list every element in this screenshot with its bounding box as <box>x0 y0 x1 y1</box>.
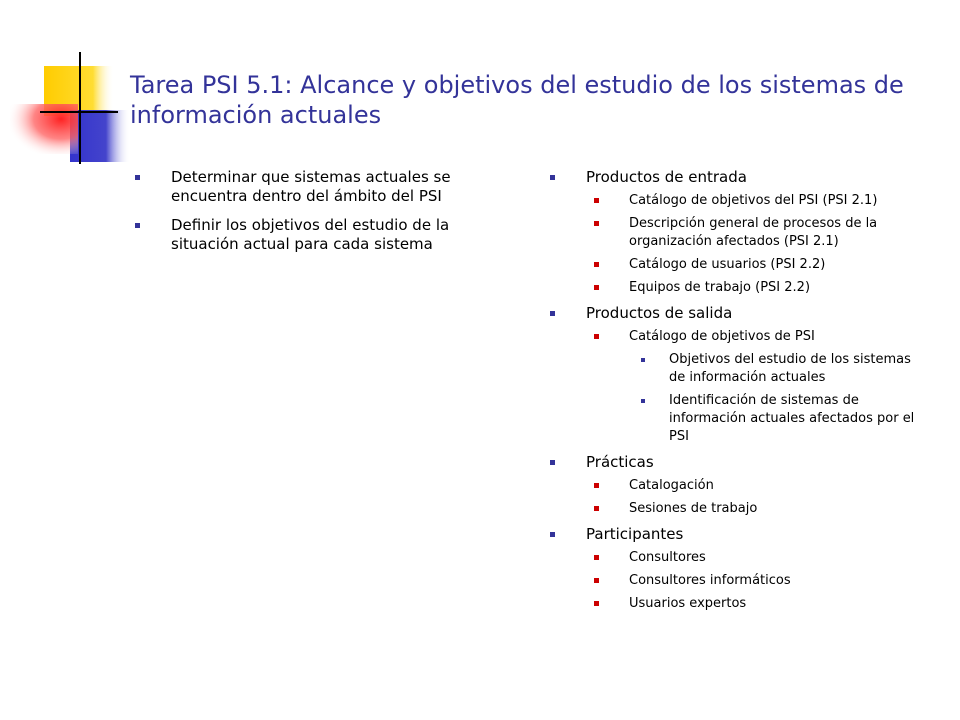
right-column <box>550 168 930 620</box>
outputs-section <box>550 304 930 446</box>
list-item <box>586 328 930 446</box>
practices-section <box>550 453 930 518</box>
list-item: Sesiones de trabajo <box>586 500 930 518</box>
participants-section <box>550 525 930 613</box>
outputs-sublist <box>629 351 930 446</box>
list-item: Identificación de sistemas de información actuales afectados por el PSI <box>629 392 930 446</box>
list-item: Objetivos del estudio de los sistemas de información actuales <box>629 351 930 387</box>
participants-label: Participantes <box>586 525 684 543</box>
list-item: Definir los objetivos del estudio de la situación actual para cada sistema <box>135 216 485 254</box>
list-item: Consultores <box>586 549 930 567</box>
list-item: Usuarios expertos <box>586 595 930 613</box>
practices-list <box>586 477 930 518</box>
participants-list <box>586 549 930 613</box>
slide-title: Tarea PSI 5.1: Alcance y objetivos del estudio de los sistemas de información actuales <box>130 71 904 129</box>
inputs-list <box>586 192 930 297</box>
list-item: Consultores informáticos <box>586 572 930 590</box>
decorative-corner-graphic <box>0 0 140 170</box>
right-bullet-list <box>550 168 930 613</box>
list-item: Equipos de trabajo (PSI 2.2) <box>586 279 930 297</box>
inputs-section <box>550 168 930 297</box>
list-item: Catálogo de objetivos del PSI (PSI 2.1) <box>586 192 930 210</box>
list-item: Catalogación <box>586 477 930 495</box>
list-item: Descripción general de procesos de la organización afectados (PSI 2.1) <box>586 215 930 251</box>
outputs-item-label: Catálogo de objetivos de PSI <box>629 329 815 344</box>
left-bullet-list <box>135 168 485 254</box>
list-item: Catálogo de usuarios (PSI 2.2) <box>586 256 930 274</box>
list-item: Determinar que sistemas actuales se encuentra dentro del ámbito del PSI <box>135 168 485 206</box>
left-column <box>135 168 485 264</box>
inputs-label: Productos de entrada <box>586 168 747 186</box>
practices-label: Prácticas <box>586 453 654 471</box>
outputs-label: Productos de salida <box>586 304 733 322</box>
outputs-list <box>586 328 930 446</box>
